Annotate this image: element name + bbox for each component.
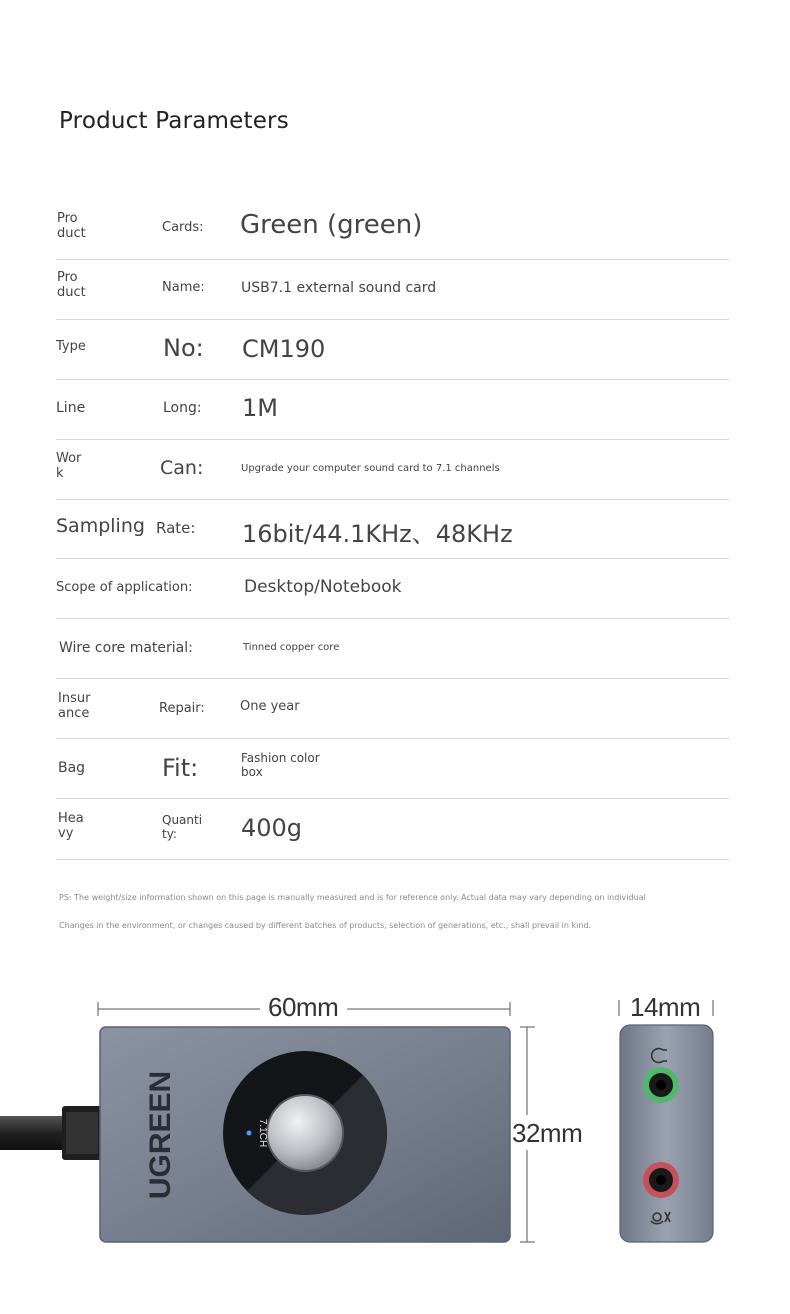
row-key: Fit: xyxy=(162,754,199,782)
row-label: Sampling xyxy=(56,515,145,537)
row-label: Hea vy xyxy=(58,811,84,841)
row-divider xyxy=(56,499,729,500)
width-dimension-label: 60mm xyxy=(268,992,339,1022)
volume-control-disc xyxy=(223,1051,387,1215)
row-divider xyxy=(56,859,729,860)
microphone-port xyxy=(643,1162,679,1198)
row-key: Long: xyxy=(163,400,202,416)
row-label: Pro duct xyxy=(57,270,86,300)
depth-dimension-line xyxy=(619,1000,713,1016)
row-divider xyxy=(56,798,729,799)
product-illustration xyxy=(0,990,790,1250)
row-label: Line xyxy=(56,400,86,416)
side-view xyxy=(620,1025,713,1242)
channel-label: 7.1CH xyxy=(257,1118,268,1148)
disclaimer-line-2: Changes in the environment, or changes caused by different batches of products, selection of generations, etc., shall prevail in kind. xyxy=(59,921,592,930)
row-label: Wire core material: xyxy=(59,640,193,656)
row-value: Upgrade your computer sound card to 7.1 channels xyxy=(241,463,500,474)
row-label: Pro duct xyxy=(57,211,86,241)
row-divider xyxy=(56,738,729,739)
row-key: Cards: xyxy=(162,220,204,235)
row-key: Name: xyxy=(162,280,205,295)
row-value: Green (green) xyxy=(240,210,423,240)
row-key: Quanti ty: xyxy=(162,813,203,841)
row-divider xyxy=(56,618,729,619)
row-divider xyxy=(56,379,729,380)
row-value: USB7.1 external sound card xyxy=(241,280,437,296)
row-label: Bag xyxy=(58,760,86,776)
depth-dimension-label: 14mm xyxy=(630,992,701,1022)
row-divider xyxy=(56,259,729,260)
row-key: Rate: xyxy=(156,519,196,537)
row-value: 16bit/44.1KHz、48KHz xyxy=(242,520,513,548)
row-value: 1M xyxy=(242,394,278,422)
row-value: CM190 xyxy=(242,335,326,363)
headphone-port xyxy=(643,1067,679,1103)
row-value: Desktop/Notebook xyxy=(244,577,402,597)
row-divider xyxy=(56,558,729,559)
row-key: Repair: xyxy=(159,701,205,716)
row-value: Fashion color box xyxy=(241,751,320,779)
volume-knob xyxy=(267,1095,343,1171)
page-title: Product Parameters xyxy=(59,108,289,134)
row-key: No: xyxy=(163,334,204,362)
height-dimension-label: 32mm xyxy=(512,1118,583,1148)
row-divider xyxy=(56,319,729,320)
row-label: Wor k xyxy=(56,451,82,481)
row-value: 400g xyxy=(241,814,303,842)
row-divider xyxy=(56,439,729,440)
usb-cable xyxy=(0,1106,102,1160)
row-value: One year xyxy=(240,699,300,714)
row-divider xyxy=(56,678,729,679)
brand-logo: UGREEN xyxy=(144,1070,177,1200)
width-dimension-line xyxy=(98,1002,510,1016)
status-led xyxy=(247,1131,252,1136)
disclaimer-line-1: PS: The weight/size information shown on this page is manually measured and is for reference only. Actual data may vary depending on individual xyxy=(59,893,646,902)
height-dimension-line xyxy=(520,1027,535,1242)
row-label: Type xyxy=(56,339,86,354)
row-key: Can: xyxy=(160,457,204,479)
row-label: Insur ance xyxy=(58,691,91,721)
row-value: Tinned copper core xyxy=(243,642,340,653)
row-label: Scope of application: xyxy=(56,580,193,595)
